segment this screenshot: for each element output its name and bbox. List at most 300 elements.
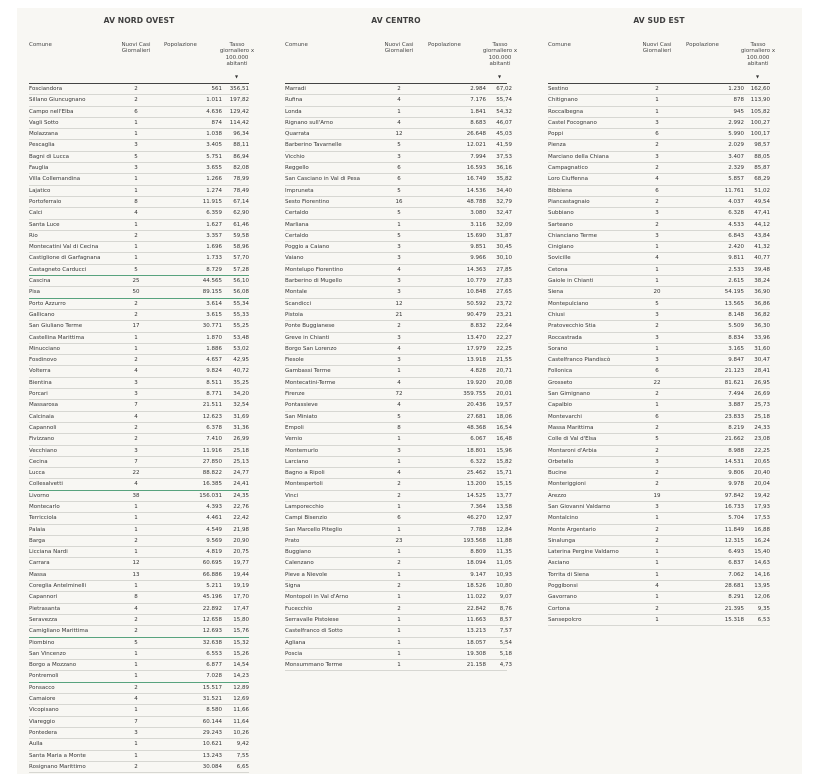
cell-nuovi-casi: 2 (134, 616, 138, 623)
cell-tasso: 61,46 (233, 221, 249, 228)
cell-popolazione: 9.569 (206, 537, 222, 544)
table-row (29, 434, 249, 445)
column-header-popolazione[interactable]: Popolazione (686, 42, 719, 48)
table-row (548, 547, 770, 558)
cell-tasso: 24,77 (233, 470, 249, 477)
cell-nuovi-casi: 1 (134, 244, 138, 251)
cell-nuovi-casi: 5 (655, 300, 659, 307)
table-row (548, 333, 770, 344)
cell-comune: Montepulciano (548, 300, 589, 307)
cell-comune: Pontremoli (29, 673, 59, 680)
cell-comune: Grosseto (548, 379, 573, 386)
cell-comune: Bientina (29, 379, 52, 386)
cell-popolazione: 6.359 (206, 210, 222, 217)
cell-comune: Orbetello (548, 458, 574, 465)
table-row (548, 525, 770, 536)
cell-tasso: 39,48 (754, 266, 770, 273)
table-row (285, 310, 512, 321)
cell-popolazione: 7.364 (470, 503, 486, 510)
cell-nuovi-casi: 38 (132, 492, 140, 499)
cell-popolazione: 7.176 (470, 97, 486, 104)
cell-nuovi-casi: 1 (134, 741, 138, 748)
cell-comune: Piombino (29, 639, 55, 646)
cell-nuovi-casi: 1 (655, 97, 659, 104)
cell-tasso: 11,05 (496, 560, 512, 567)
cell-nuovi-casi: 3 (134, 729, 138, 736)
cell-tasso: 85,87 (754, 165, 770, 172)
cell-tasso: 14,23 (233, 673, 249, 680)
cell-tasso: 9,07 (499, 594, 512, 601)
table-row (29, 502, 249, 513)
cell-popolazione: 15.690 (466, 232, 486, 239)
cell-nuovi-casi: 4 (397, 470, 401, 477)
cell-popolazione: 21.511 (202, 402, 222, 409)
cell-popolazione: 2.984 (470, 86, 486, 92)
table-row (29, 152, 249, 163)
cell-popolazione: 8.729 (206, 266, 222, 273)
cell-tasso: 129,42 (229, 108, 249, 115)
cell-tasso: 22,25 (754, 447, 770, 454)
cell-popolazione: 8.809 (470, 549, 486, 556)
table-row (548, 355, 770, 366)
cell-tasso: 10,93 (496, 571, 512, 578)
table-row (548, 140, 770, 151)
cell-nuovi-casi: 2 (655, 470, 659, 477)
cell-popolazione: 48.788 (466, 198, 486, 205)
table-row (285, 118, 512, 129)
sort-descending-icon[interactable]: ▼ (498, 74, 502, 79)
table-row (285, 253, 512, 264)
table-row (29, 491, 249, 502)
cell-popolazione: 11.022 (466, 594, 486, 601)
cell-popolazione: 28.681 (724, 583, 744, 590)
table-row (285, 468, 512, 479)
cell-comune: Cortona (548, 605, 570, 612)
cell-popolazione: 874 (211, 119, 222, 126)
cell-popolazione: 8.988 (728, 447, 744, 454)
cell-tasso: 15,15 (496, 481, 512, 488)
sort-descending-icon[interactable]: ▼ (235, 74, 239, 79)
cell-tasso: 56,08 (233, 289, 249, 296)
table-row (29, 299, 249, 310)
cell-comune: Villa Collemandina (29, 176, 81, 183)
cell-nuovi-casi: 6 (397, 515, 401, 522)
cell-nuovi-casi: 2 (134, 357, 138, 364)
cell-popolazione: 30.084 (202, 763, 222, 770)
nuovi-casi-line2: Giornalieri (642, 48, 672, 55)
cell-tasso: 19,44 (233, 571, 249, 578)
cell-nuovi-casi: 3 (397, 255, 401, 262)
table-row (29, 412, 249, 423)
cell-comune: Colle di Val d'Elsa (548, 436, 597, 443)
cell-comune: Piancastagnaio (548, 198, 590, 205)
cell-popolazione: 45.196 (202, 594, 222, 601)
cell-popolazione: 2.420 (728, 244, 744, 251)
cell-tasso: 36,90 (754, 289, 770, 296)
table-row (548, 310, 770, 321)
cell-comune: Signa (285, 583, 301, 590)
cell-comune: Roccalbegna (548, 108, 584, 115)
cell-comune: Fucecchio (285, 605, 313, 612)
cell-nuovi-casi: 3 (397, 153, 401, 160)
cell-tasso: 356,51 (229, 86, 249, 92)
cell-nuovi-casi: 4 (397, 345, 401, 352)
cell-popolazione: 8.834 (728, 334, 744, 341)
cell-popolazione: 4.636 (206, 108, 222, 115)
cell-popolazione: 6.553 (206, 650, 222, 657)
cell-tasso: 78,49 (233, 187, 249, 194)
table-row (285, 140, 512, 151)
cell-comune: Vaiano (285, 255, 304, 262)
cell-nuovi-casi: 4 (134, 696, 138, 703)
table-row (29, 344, 249, 355)
cell-tasso: 22,42 (233, 515, 249, 522)
cell-nuovi-casi: 1 (134, 255, 138, 262)
cell-nuovi-casi: 1 (397, 503, 401, 510)
cell-nuovi-casi: 1 (655, 515, 659, 522)
table-row (285, 570, 512, 581)
cell-nuovi-casi: 3 (655, 119, 659, 126)
cell-comune: Calci (29, 210, 43, 217)
cell-tasso: 15,32 (233, 639, 249, 646)
cell-tasso: 67,02 (496, 86, 512, 92)
column-header-comune[interactable]: Comune (29, 42, 52, 48)
cell-popolazione: 4.393 (206, 503, 222, 510)
cell-comune: Follonica (548, 368, 573, 375)
nuovi-casi-line1: Nuovi Casi (384, 42, 414, 48)
cell-comune: Seravezza (29, 616, 58, 623)
cell-nuovi-casi: 23 (395, 537, 403, 544)
cell-tasso: 44,12 (754, 221, 770, 228)
cell-comune: Castelfranco di Sotto (285, 628, 343, 635)
column-header-nuovi-casi[interactable] (114, 42, 158, 55)
cell-tasso: 62,90 (233, 210, 249, 217)
table-row (548, 570, 770, 581)
cell-popolazione: 6.493 (728, 549, 744, 556)
cell-popolazione: 10.621 (202, 741, 222, 748)
cell-nuovi-casi: 2 (655, 221, 659, 228)
table-row (29, 197, 249, 208)
table-row (285, 344, 512, 355)
cell-tasso: 41,32 (754, 244, 770, 251)
cell-tasso: 55,25 (233, 323, 249, 330)
cell-comune: Ponte Buggianese (285, 323, 335, 330)
cell-comune: Serravalle Pistoiese (285, 616, 339, 623)
cell-comune: Vagli Sotto (29, 119, 59, 126)
cell-nuovi-casi: 22 (653, 379, 661, 386)
cell-nuovi-casi: 1 (397, 458, 401, 465)
cell-nuovi-casi: 3 (397, 289, 401, 296)
cell-comune: Sarteano (548, 221, 573, 228)
cell-popolazione: 54.195 (724, 289, 744, 296)
cell-comune: Barberino Tavarnelle (285, 142, 342, 149)
cell-nuovi-casi: 3 (134, 391, 138, 398)
cell-tasso: 12,84 (496, 526, 512, 533)
cell-tasso: 162,60 (750, 86, 770, 92)
table-row (285, 186, 512, 197)
cell-popolazione: 561 (211, 86, 222, 92)
cell-tasso: 16,54 (496, 424, 512, 431)
table-row (285, 558, 512, 569)
column-header-popolazione[interactable]: Popolazione (164, 42, 197, 48)
cell-popolazione: 1.841 (470, 108, 486, 115)
cell-tasso: 25,18 (754, 413, 770, 420)
cell-comune: Roccastrada (548, 334, 582, 341)
cell-nuovi-casi: 1 (134, 673, 138, 680)
cell-tasso: 8,76 (499, 605, 512, 612)
cell-tasso: 113,90 (750, 97, 770, 104)
cell-popolazione: 3.615 (206, 311, 222, 318)
table-row (285, 615, 512, 626)
table-row (29, 242, 249, 253)
cell-comune: Castiglione di Garfagnana (29, 255, 101, 262)
cell-nuovi-casi: 2 (397, 323, 401, 330)
table-row (548, 231, 770, 242)
column-header-nuovi-casi[interactable] (377, 42, 421, 55)
cell-nuovi-casi: 6 (655, 413, 659, 420)
cell-nuovi-casi: 1 (397, 650, 401, 657)
cell-tasso: 14,54 (233, 662, 249, 669)
cell-comune: Campagnatico (548, 165, 588, 172)
cell-comune: Pieve a Nievole (285, 571, 328, 578)
cell-nuovi-casi: 5 (134, 153, 138, 160)
table-body (285, 83, 512, 671)
tasso-line2: giornaliero x (740, 48, 776, 55)
cell-tasso: 49,54 (754, 198, 770, 205)
cell-comune: Subbiano (548, 210, 574, 217)
table-row (285, 581, 512, 592)
cell-tasso: 96,34 (233, 131, 249, 138)
cell-nuovi-casi: 22 (132, 470, 140, 477)
nuovi-casi-line1: Nuovi Casi (642, 42, 672, 48)
column-header-popolazione[interactable]: Popolazione (428, 42, 461, 48)
table-row (548, 604, 770, 615)
cell-tasso: 19,42 (754, 492, 770, 499)
table-row (285, 649, 512, 660)
cell-popolazione: 29.243 (202, 729, 222, 736)
cell-tasso: 15,26 (233, 650, 249, 657)
table-row (548, 107, 770, 118)
cell-comune: San Gimignano (548, 391, 590, 398)
table-row (285, 163, 512, 174)
table-row (285, 457, 512, 468)
column-header-comune[interactable]: Comune (285, 42, 308, 48)
cell-comune: Pontassieve (285, 402, 318, 409)
cell-nuovi-casi: 3 (397, 244, 401, 251)
cell-tasso: 15,40 (754, 549, 770, 556)
section-title: AV SUD EST (633, 16, 685, 25)
cell-comune: Montale (285, 289, 308, 296)
cell-nuovi-casi: 3 (655, 232, 659, 239)
tasso-line4: abitanti (226, 60, 248, 67)
table-row (548, 412, 770, 423)
tasso-line4: abitanti (747, 60, 769, 67)
cell-popolazione: 8.832 (470, 323, 486, 330)
cell-popolazione: 21.395 (724, 605, 744, 612)
cell-popolazione: 12.315 (724, 537, 744, 544)
cell-comune: Massarosa (29, 402, 58, 409)
table-row (29, 208, 249, 219)
cell-nuovi-casi: 1 (134, 662, 138, 669)
cell-comune: Poppi (548, 131, 563, 138)
cell-tasso: 55,33 (233, 311, 249, 318)
cell-popolazione: 4.549 (206, 526, 222, 533)
cell-popolazione: 16.733 (724, 503, 744, 510)
cell-tasso: 41,59 (496, 142, 512, 149)
cell-nuovi-casi: 8 (134, 594, 138, 601)
cell-popolazione: 50.592 (466, 300, 486, 307)
cell-popolazione: 13.918 (466, 357, 486, 364)
cell-popolazione: 6.837 (728, 560, 744, 567)
cell-popolazione: 60.695 (202, 560, 222, 567)
cell-tasso: 36,16 (496, 165, 512, 172)
cell-popolazione: 21.662 (724, 436, 744, 443)
table-body (29, 83, 249, 773)
cell-tasso: 98,57 (754, 142, 770, 149)
cell-tasso: 9,35 (757, 605, 770, 612)
cell-nuovi-casi: 8 (134, 198, 138, 205)
table-row (285, 321, 512, 332)
cell-popolazione: 13.565 (724, 300, 744, 307)
cell-popolazione: 48.368 (466, 424, 486, 431)
table-row (548, 592, 770, 603)
cell-comune: Licciana Nardi (29, 549, 68, 556)
cell-tasso: 11,66 (233, 707, 249, 714)
cell-comune: Bucine (548, 470, 567, 477)
table-row (29, 276, 249, 287)
cell-popolazione: 7.028 (206, 673, 222, 680)
table-row (29, 581, 249, 592)
cell-nuovi-casi: 5 (397, 187, 401, 194)
table-row (29, 186, 249, 197)
cell-comune: Vinci (285, 492, 299, 499)
cell-popolazione: 8.771 (206, 391, 222, 398)
cell-comune: Pienza (548, 142, 566, 149)
cell-tasso: 21,98 (233, 526, 249, 533)
cell-popolazione: 359.755 (463, 391, 486, 398)
table-row (285, 265, 512, 276)
column-header-tasso[interactable] (478, 42, 522, 67)
table-row (29, 592, 249, 603)
table-row (29, 378, 249, 389)
cell-comune: Cetona (548, 266, 568, 273)
cell-tasso: 58,96 (233, 244, 249, 251)
cell-tasso: 114,42 (229, 119, 249, 126)
cell-nuovi-casi: 1 (397, 368, 401, 375)
table-row (29, 615, 249, 626)
cell-popolazione: 9.851 (470, 244, 486, 251)
table-row (285, 446, 512, 457)
cell-popolazione: 9.811 (728, 255, 744, 262)
cell-nuovi-casi: 1 (134, 334, 138, 341)
cell-comune: Rosignano Marittimo (29, 763, 86, 770)
cell-comune: Sillano Giuncugnano (29, 97, 86, 104)
cell-tasso: 36,86 (754, 300, 770, 307)
column-header-comune[interactable]: Comune (548, 42, 571, 48)
cell-comune: Prato (285, 537, 300, 544)
table-row (548, 615, 770, 626)
table-row (548, 253, 770, 264)
cell-nuovi-casi: 6 (134, 108, 138, 115)
cell-tasso: 12,69 (233, 696, 249, 703)
cell-tasso: 47,41 (754, 210, 770, 217)
cell-popolazione: 16.593 (466, 165, 486, 172)
cell-tasso: 19,19 (233, 583, 249, 590)
cell-nuovi-casi: 1 (134, 221, 138, 228)
cell-comune: Vecchiano (29, 447, 58, 454)
cell-comune: Marliana (285, 221, 309, 228)
table-row (285, 412, 512, 423)
cell-comune: Carrara (29, 560, 50, 567)
cell-popolazione: 8.683 (470, 119, 486, 126)
cell-nuovi-casi: 4 (397, 119, 401, 126)
cell-comune: Poggibonsi (548, 583, 578, 590)
cell-popolazione: 18.801 (466, 447, 486, 454)
cell-comune: Lamporecchio (285, 503, 324, 510)
cell-nuovi-casi: 3 (397, 357, 401, 364)
cell-tasso: 13,77 (496, 492, 512, 499)
table-row (285, 479, 512, 490)
table-row (548, 197, 770, 208)
table-row (29, 400, 249, 411)
cell-nuovi-casi: 2 (655, 537, 659, 544)
cell-nuovi-casi: 4 (134, 413, 138, 420)
cell-popolazione: 18.526 (466, 583, 486, 590)
cell-tasso: 34,20 (233, 391, 249, 398)
cell-comune: Rignano sull'Arno (285, 119, 333, 126)
nuovi-casi-line1: Nuovi Casi (121, 42, 151, 48)
cell-comune: Livorno (29, 492, 50, 499)
cell-comune: Vicopisano (29, 707, 59, 714)
cell-tasso: 40,72 (233, 368, 249, 375)
cell-comune: Capalbio (548, 402, 572, 409)
cell-popolazione: 97.842 (724, 492, 744, 499)
cell-tasso: 6,65 (236, 763, 249, 770)
cell-popolazione: 2.992 (728, 119, 744, 126)
column-header-tasso[interactable] (736, 42, 780, 67)
table-row (29, 389, 249, 400)
cell-popolazione: 9.978 (728, 481, 744, 488)
cell-popolazione: 1.627 (206, 221, 222, 228)
cell-tasso: 20,40 (754, 470, 770, 477)
cell-comune: San Casciano in Val di Pesa (285, 176, 360, 183)
cell-tasso: 45,03 (496, 131, 512, 138)
cell-tasso: 26,95 (754, 379, 770, 386)
tasso-line3: 100.000 (225, 54, 249, 61)
table-row (285, 638, 512, 649)
cell-comune: Certaldo (285, 232, 309, 239)
cell-popolazione: 15.517 (202, 684, 222, 691)
cell-comune: Vernio (285, 436, 303, 443)
table-row (285, 547, 512, 558)
cell-comune: Pistoia (285, 311, 304, 318)
column-header-nuovi-casi[interactable] (635, 42, 679, 55)
cell-comune: Sinalunga (548, 537, 576, 544)
cell-comune: Porcari (29, 391, 48, 398)
cell-popolazione: 7.788 (470, 526, 486, 533)
sort-descending-icon[interactable]: ▼ (756, 74, 760, 79)
column-header-tasso[interactable] (215, 42, 259, 67)
cell-tasso: 82,08 (233, 165, 249, 172)
cell-nuovi-casi: 1 (397, 628, 401, 635)
cell-comune: Gaiole in Chianti (548, 278, 594, 285)
table-row (548, 400, 770, 411)
table-row (548, 84, 770, 95)
cell-comune: Pontedera (29, 729, 58, 736)
cell-popolazione: 5.857 (728, 176, 744, 183)
cell-comune: Montemurlo (285, 447, 319, 454)
cell-tasso: 38,24 (754, 278, 770, 285)
